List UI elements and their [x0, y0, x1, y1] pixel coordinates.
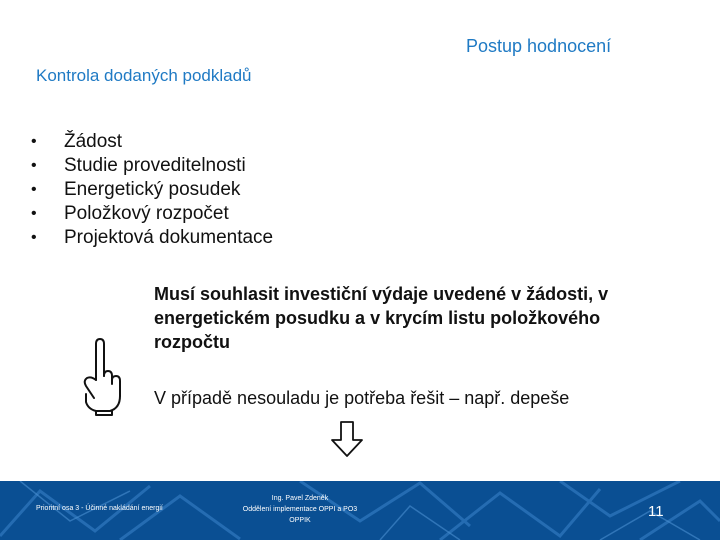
bullet-icon: •: [31, 181, 37, 198]
list-item: [30, 202, 273, 226]
bullet-icon: •: [31, 133, 37, 150]
list-item: [30, 178, 273, 202]
footer-contact-department: Oddělení implementace OPPI a PO3: [242, 506, 358, 513]
list-item-label: Projektová dokumentace: [64, 227, 274, 248]
footer-contact-program: OPPIK: [289, 517, 311, 524]
down-arrow-icon: [330, 420, 364, 458]
pointing-hand-icon: [74, 336, 124, 416]
list-item: [30, 130, 273, 154]
page-number: 11: [648, 503, 664, 520]
list-item: [30, 154, 273, 178]
list-item: [30, 226, 273, 250]
investment-note: Musí souhlasit investiční výdaje uvedené v žádosti, v energetickém posudku a v krycím listu položkového rozpočtu: [154, 284, 609, 352]
list-item-label: Energetický posudek: [64, 179, 241, 200]
bullet-icon: •: [31, 229, 37, 246]
list-item-label: Studie proveditelnosti: [64, 155, 246, 176]
document-list: [30, 130, 273, 250]
section-subtitle: Kontrola dodaných podkladů: [36, 66, 252, 85]
mismatch-note: V případě nesouladu je potřeba řešit – např. depeše: [154, 388, 570, 408]
footer-bar: [0, 481, 720, 540]
bullet-icon: •: [31, 157, 37, 174]
footer-program: Prioritní osa 3 - Účinné nakládání energií: [36, 505, 163, 512]
bullet-icon: •: [31, 205, 37, 222]
list-item-label: Položkový rozpočet: [64, 203, 229, 224]
slide-title: Postup hodnocení: [466, 36, 612, 56]
list-item-label: Žádost: [64, 131, 123, 152]
footer-contact-name: Ing. Pavel Zdeněk: [271, 495, 329, 502]
footer-contact: [220, 493, 380, 526]
